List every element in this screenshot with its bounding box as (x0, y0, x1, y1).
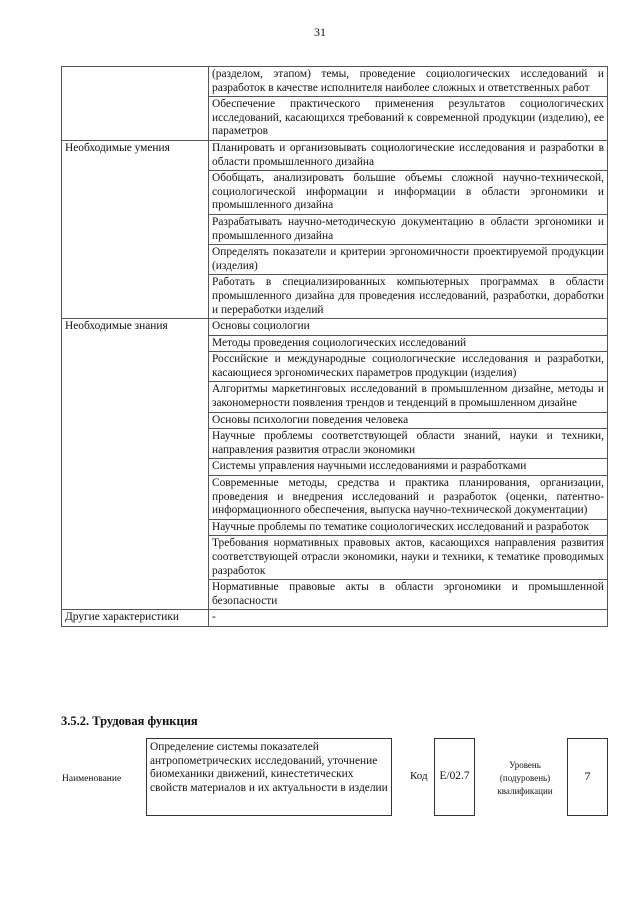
row-value: Системы управления научными исследованиями и разработками (209, 459, 608, 476)
competency-table (61, 66, 608, 627)
table-row (62, 319, 608, 336)
row-value: Обеспечение практического применения результатов социологических исследований, касающихся требований к современной продукции (изделию), ее параметров (209, 97, 608, 141)
row-value: Планировать и организовывать социологические исследования и разработки в области промышленного дизайна (209, 140, 608, 170)
row-label: Необходимые знания (62, 319, 209, 610)
code-box: E/02.7 (434, 738, 475, 816)
function-name-box: Определение системы показателей антропометрических исследований, уточнение биомеханики движений, кинестетических свойств материалов и их актуальности в изделии (146, 738, 392, 816)
row-value: Нормативные правовые акты в области эргономики и промышленной безопасности (209, 580, 608, 610)
row-value: Требования нормативных правовых актов, касающихся направления развития соответствующей отрасли экономики, науки и техники, к тематике проводимых разработок (209, 536, 608, 580)
row-label: Другие характеристики (62, 610, 209, 627)
function-name-label: Наименование (62, 774, 122, 784)
qualification-level-label: Уровень (подуровень) квалификации (497, 760, 553, 796)
section-title: 3.5.2. Трудовая функция (61, 714, 198, 728)
row-label: Необходимые умения (62, 140, 209, 318)
row-value: Определять показатели и критерии эргономичности проектируемой продукции (изделия) (209, 245, 608, 275)
row-value: Методы проведения социологических исследований (209, 335, 608, 352)
row-value: Основы социологии (209, 319, 608, 336)
page-number: 31 (314, 25, 326, 39)
row-value: Разрабатывать научно-методическую документацию в области эргономики и промышленного дизайна (209, 214, 608, 244)
row-value: Научные проблемы по тематике социологических исследований и разработок (209, 519, 608, 536)
row-value: Научные проблемы соответствующей области знаний, науки и техники, направления развития отрасли экономики (209, 429, 608, 459)
row-value: Современные методы, средства и практика планирования, организации, проведения и внедрения исследований и разработок (оценки, патентно-информационного обеспечения, выпуска научно-технической документации) (209, 476, 608, 520)
table-row (62, 610, 608, 627)
row-value: - (209, 610, 608, 627)
table-row (62, 140, 608, 170)
qualification-level-box: 7 (567, 738, 608, 816)
table-row (62, 67, 608, 97)
row-value: Российские и международные социологические исследования и разработки, касающиеся эргономических параметров продукции (изделия) (209, 352, 608, 382)
row-label (62, 67, 209, 141)
row-value: (разделом, этапом) темы, проведение социологических исследований и разработок в качестве исполнителя наиболее сложных и ответственных работ (209, 67, 608, 97)
code-label: Код (410, 770, 428, 782)
row-value: Алгоритмы маркетинговых исследований в промышленном дизайне, методы и закономерности появления трендов и тенденций в промышленном дизайне (209, 382, 608, 412)
row-value: Обобщать, анализировать большие объемы сложной научно-технической, социологической информации и информации в области эргономики и промышленного дизайна (209, 171, 608, 215)
row-value: Основы психологии поведения человека (209, 412, 608, 429)
row-value: Работать в специализированных компьютерных программах в области промышленного дизайна для проведения исследований, разработки, доработки и переработки изделий (209, 275, 608, 319)
